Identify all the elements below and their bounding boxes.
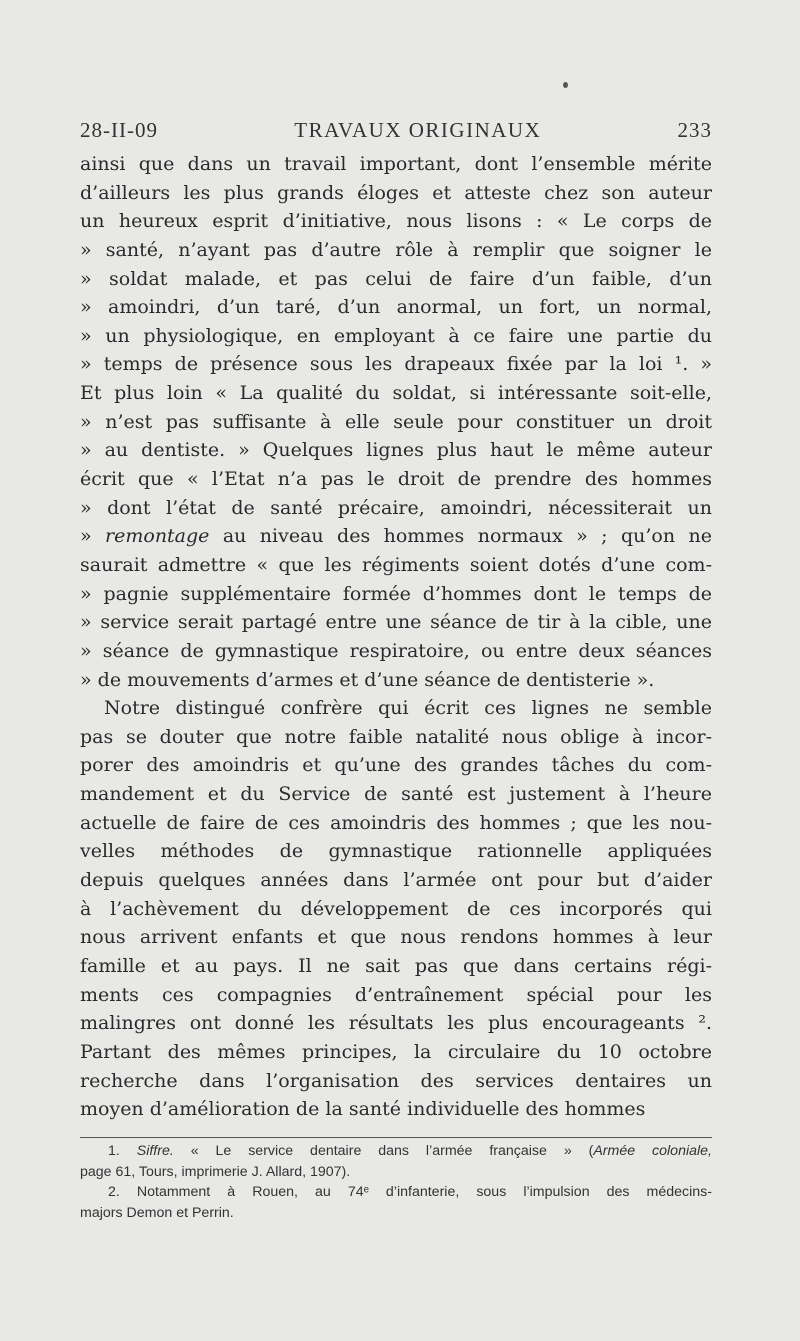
text-line: mandement et du Service de santé est justement à l’heure [80,783,712,806]
text-line-prefix: » [80,525,106,548]
text-line: » pagnie supplémentaire formée d’hommes dont le temps de [80,582,712,605]
text-line: porer des amoindris et qu’une des grandes tâches du com- [80,754,712,777]
text-line: moyen d’amélioration de la santé individuelle des hommes [80,1098,646,1121]
text-line: » au dentiste. » Quelques lignes plus haut le même auteur [80,439,712,462]
text-line: ments ces compagnies d’entraînement spécial pour les [80,983,712,1006]
text-line: » dont l’état de santé précaire, amoindri, nécessiterait un [80,496,712,519]
italic-term: remontage [105,525,210,548]
page-number: 233 [677,118,712,142]
text-line: ainsi que dans un travail important, dont l’ensemble mérite [80,153,712,175]
text-line [80,522,712,551]
footnote-1-line-1 [80,1141,712,1162]
text-line: » séance de gymnastique respiratoire, ou entre deux séances [80,639,712,662]
text-line: malingres ont donné les résultats les plus encourageants ². [80,1012,712,1035]
text-line: à l’achèvement du développement de ces incorporés qui [80,897,712,920]
text-line: » soldat malade, et pas celui de faire d’un faible, d’un [80,267,712,290]
text-line: velles méthodes de gymnastique rationnelle appliquées [80,840,712,863]
running-header [80,118,712,143]
text-line: » service serait partagé entre une séance de tir à la cible, une [80,611,712,634]
body-text [80,150,712,1124]
text-line: Et plus loin « La qualité du soldat, si intéressante soit-elle, [80,382,712,405]
text-line: » temps de présence sous les drapeaux fixée par la loi ¹. » [80,353,712,376]
footnote-1-number: 1. [108,1143,137,1159]
footnote-1-author: Siffre. [136,1143,174,1159]
header-title: TRAVAUX ORIGINAUX [294,118,542,142]
text-line: saurait admettre « que les régiments soient dotés d’une com- [80,553,712,576]
text-line: Partant des mêmes principes, la circulaire du 10 octobre [80,1040,712,1063]
text-line: nous arrivent enfants et que nous rendons hommes à leur [80,926,712,949]
footnote-2-line-1: 2. Notamment à Rouen, au 74ᵉ d’infanterie, sous l’impulsion des médecins- [108,1184,712,1200]
footnote-1-line-2: page 61, Tours, imprimerie J. Allard, 1907). [80,1163,351,1180]
text-line: un heureux esprit d’initiative, nous lisons : « Le corps de [80,210,712,233]
text-line: » n’est pas suffisante à elle seule pour constituer un droit [80,410,712,433]
footnotes [80,1141,712,1223]
text-line: » un physiologique, en employant à ce faire une partie du [80,324,712,347]
text-line: famille et au pays. Il ne sait pas que dans certains régi- [80,954,712,977]
header-date: 28-II-09 [80,118,158,142]
footnote-1-title: « Le service dentaire dans l’armée française » ( [173,1143,594,1159]
ink-speck [563,82,568,88]
text-line: pas se douter que notre faible natalité nous oblige à incor- [80,725,712,748]
text-line: d’ailleurs les plus grands éloges et atteste chez son auteur [80,181,712,204]
text-line-suffix: au niveau des hommes normaux » ; qu’on ne [209,525,712,548]
text-line: écrit que « l’Etat n’a pas le droit de prendre des hommes [80,468,712,491]
footnote-2-line-2: majors Demon et Perrin. [80,1204,234,1221]
text-line: Notre distingué confrère qui écrit ces lignes ne semble [104,697,712,720]
text-line: depuis quelques années dans l’armée ont pour but d’aider [80,869,712,892]
text-line: actuelle de faire de ces amoindris des hommes ; que les nou- [80,811,712,834]
text-line: » santé, n’ayant pas d’autre rôle à remplir que soigner le [80,238,712,261]
footnote-1-journal: Armée coloniale, [593,1143,712,1159]
text-line: recherche dans l’organisation des services dentaires un [80,1069,712,1092]
text-line: » amoindri, d’un taré, d’un anormal, un fort, un normal, [80,296,712,319]
text-line: » de mouvements d’armes et d’une séance de dentisterie ». [80,668,655,691]
footnote-rule [80,1137,712,1138]
